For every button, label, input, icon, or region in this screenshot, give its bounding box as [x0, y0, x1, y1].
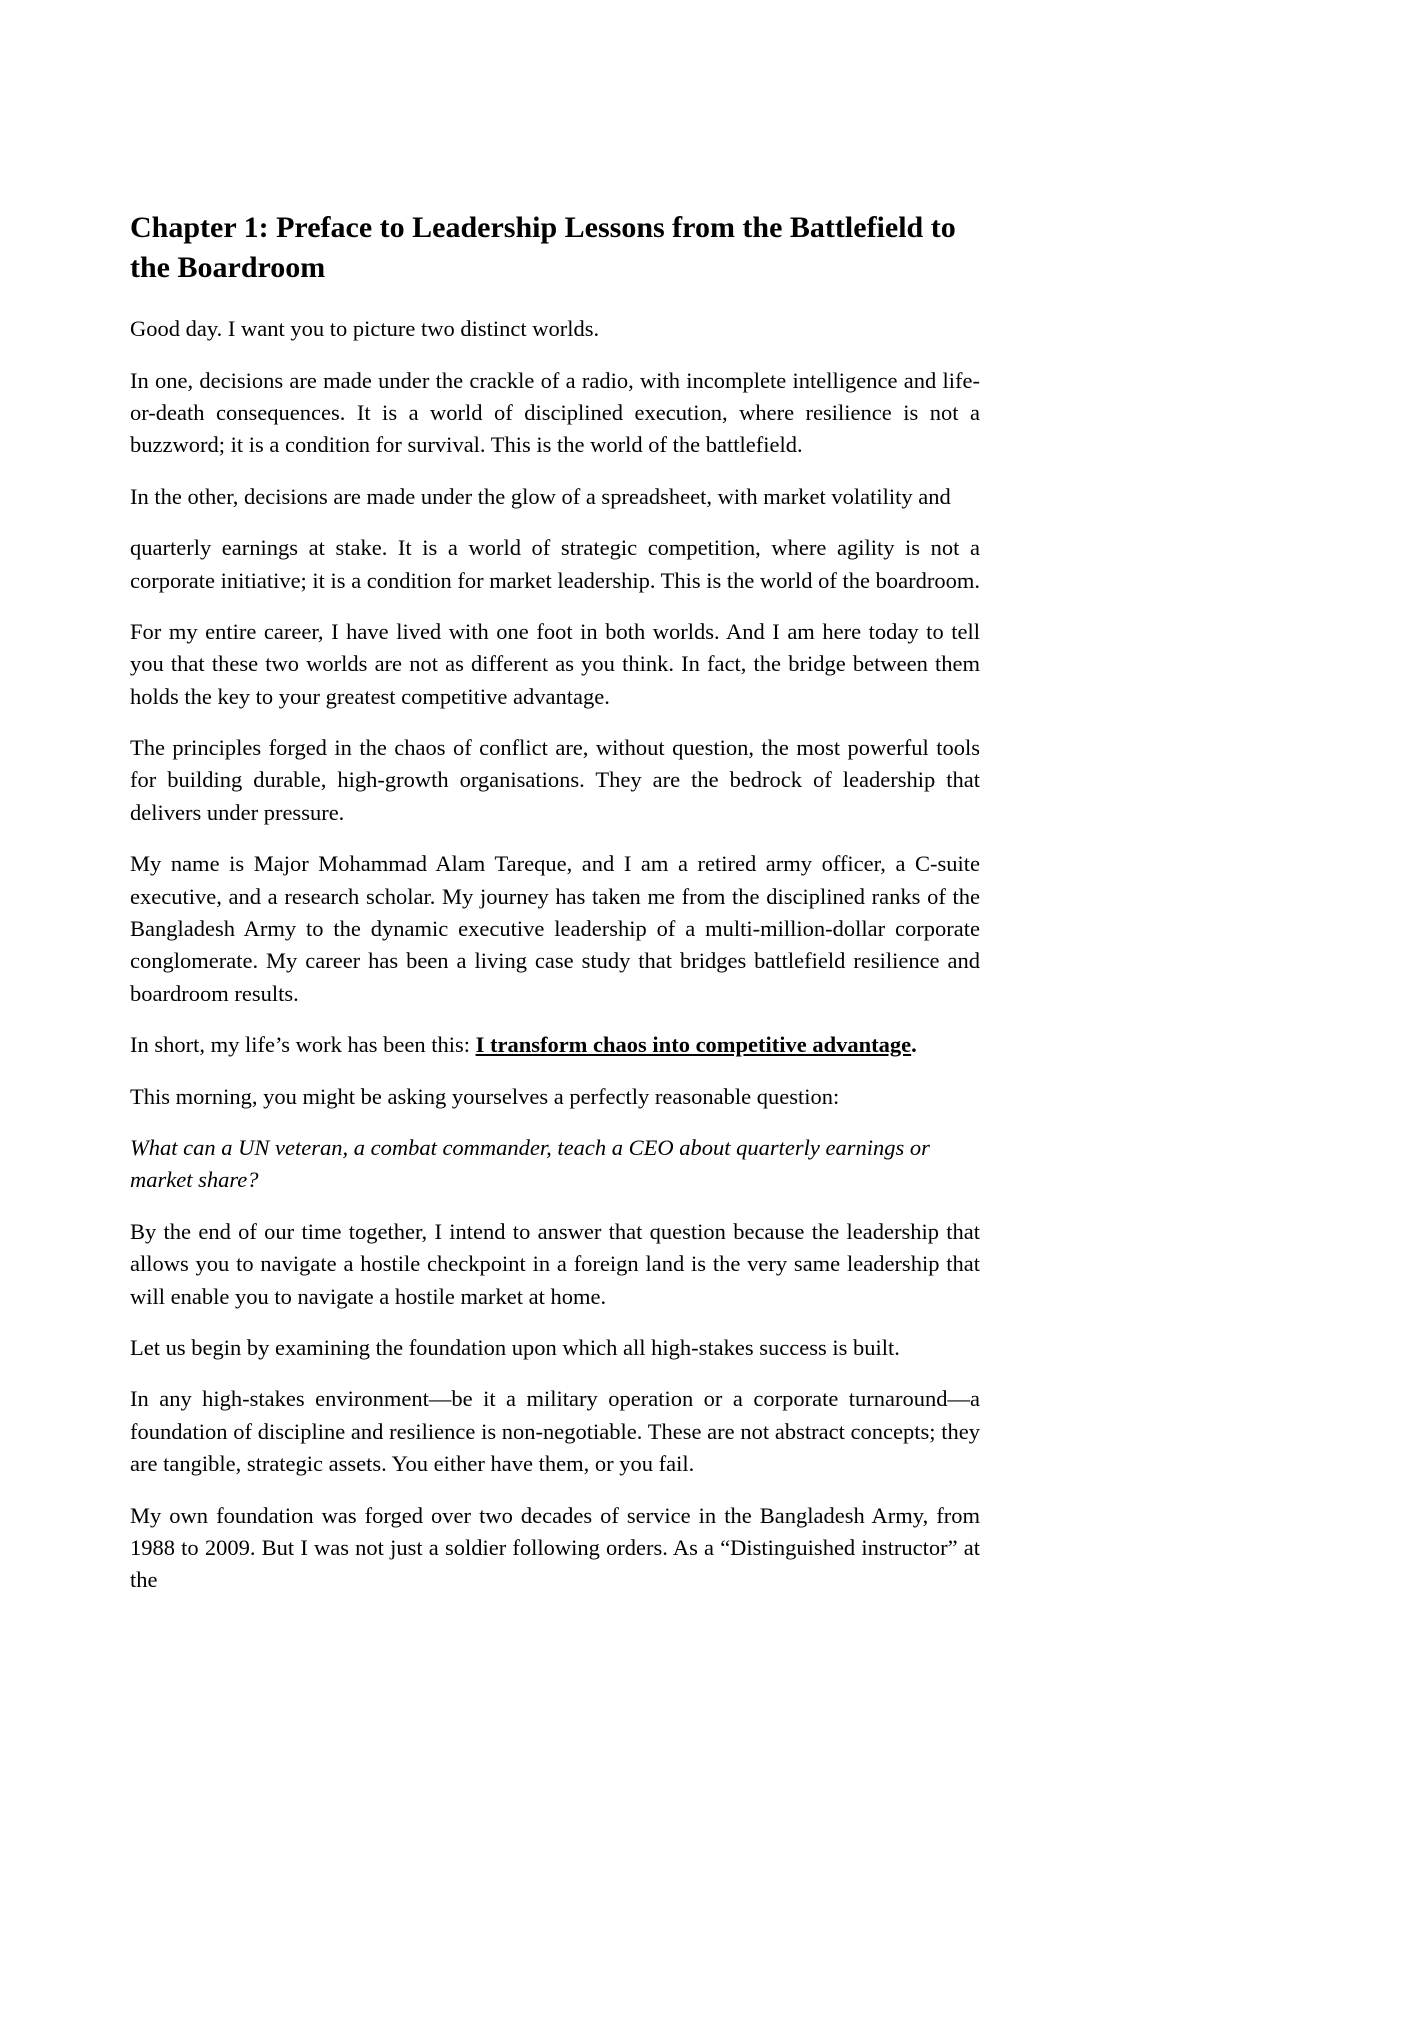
paragraph-high-stakes: In any high-stakes environment—be it a military operation or a corporate turnaround—a foundation of discipline and resilience is non-negotiable. These are not abstract concepts; they are tangible, strategic assets. You either have them, or you fail. [130, 1386, 980, 1477]
paragraph-battlefield: In one, decisions are made under the crackle of a radio, with incomplete intelligence and life-or-death consequences. It is a world of disciplined execution, where resilience is not a buzzword; it is a condition for survival. This is the world of the battlefield. [130, 367, 980, 458]
chapter-title: Chapter 1: Preface to Leadership Lessons from the Battlefield to the Boardroom [130, 211, 956, 284]
paragraph-army-service: My own foundation was forged over two decades of service in the Bangladesh Army, from 1988 to 2009. But I was not just a soldier following orders. As a “Distinguished instructor” at the [130, 1502, 980, 1593]
paragraph-two-worlds: For my entire career, I have lived with one foot in both worlds. And I am here today to tell you that these two worlds are not as different as you think. In fact, the bridge between them holds the key to your greatest competitive advantage. [130, 618, 980, 709]
paragraph-bio: My name is Major Mohammad Alam Tareque, and I am a retired army officer, a C-suite executive, and a research scholar. My journey has taken me from the disciplined ranks of the Bangladesh Army to the dynamic executive leadership of a multi-million-dollar corporate conglomerate. My career has been a living case study that bridges battlefield resilience and boardroom results. [130, 851, 980, 1006]
statement-emphasis: I transform chaos into competitive advantage [475, 1032, 912, 1058]
statement-prefix: In short, my life’s work has been this: [130, 1032, 476, 1058]
paragraph-intro: Good day. I want you to picture two distinct worlds. [130, 316, 600, 342]
paragraph-question-lead: This morning, you might be asking yourselves a perfectly reasonable question: [130, 1083, 840, 1109]
paragraph-principles: The principles forged in the chaos of conflict are, without question, the most powerful tools for building durable, high-growth organisations. They are the bedrock of leadership that delivers under pressure. [130, 735, 980, 825]
paragraph-statement [130, 1029, 980, 1061]
paragraph-boardroom-part2: quarterly earnings at stake. It is a world of strategic competition, where agility is not a corporate initiative; it is a condition for market leadership. This is the world of the boardroom. [130, 535, 980, 593]
paragraph-foundation-lead: Let us begin by examining the foundation upon which all high-stakes success is built. [130, 1334, 900, 1360]
statement-suffix: . [911, 1032, 917, 1058]
paragraph-answer-promise: By the end of our time together, I intend to answer that question because the leadership that allows you to navigate a hostile checkpoint in a foreign land is the very same leadership that will enable you to navigate a hostile market at home. [130, 1218, 980, 1309]
paragraph-rhetorical-question: What can a UN veteran, a combat commander, teach a CEO about quarterly earnings or market share? [130, 1135, 930, 1193]
paragraph-boardroom-part1: In the other, decisions are made under the glow of a spreadsheet, with market volatility and [130, 483, 951, 509]
page-content [130, 208, 980, 1616]
